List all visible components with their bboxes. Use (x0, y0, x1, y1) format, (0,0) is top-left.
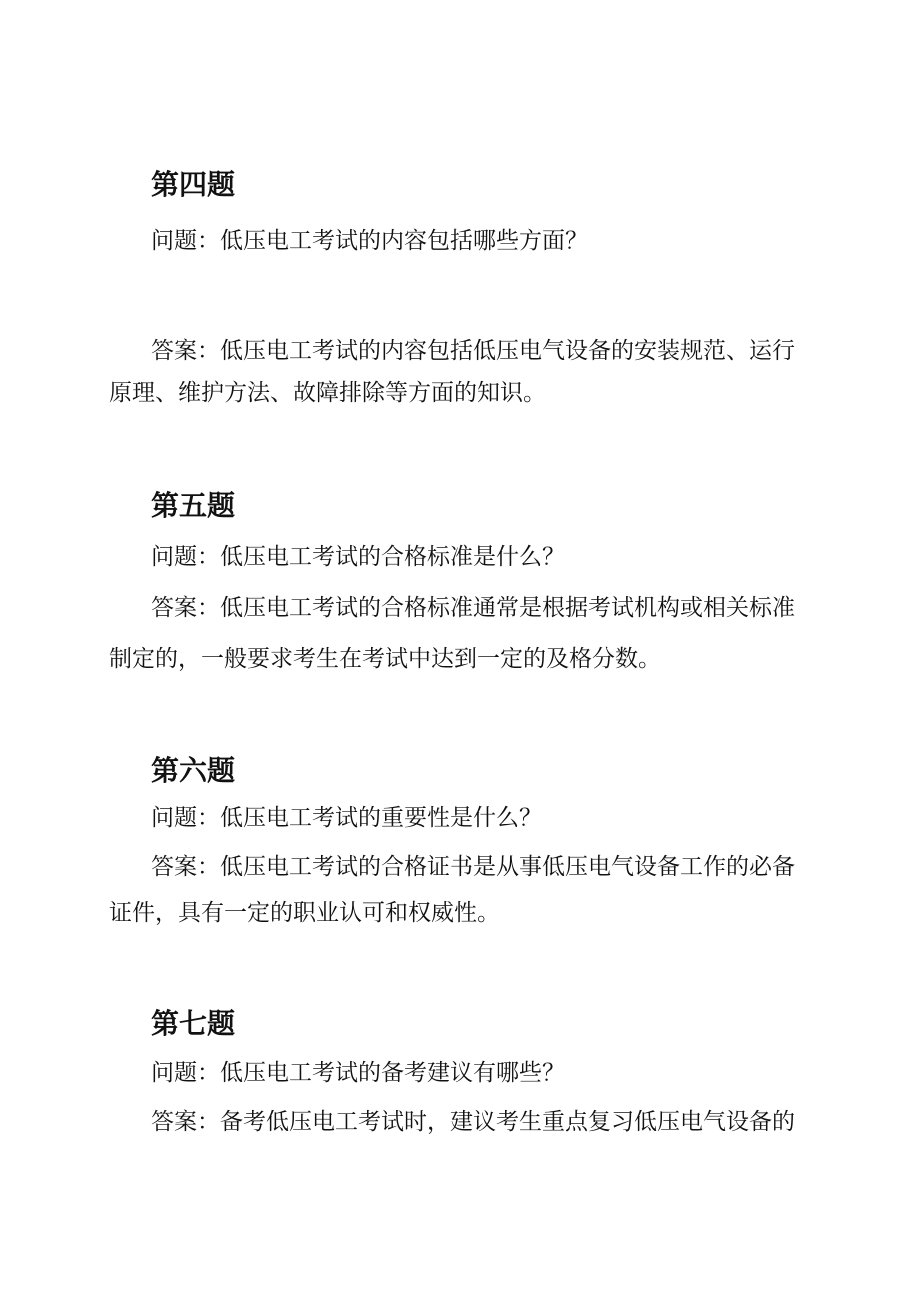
answer-text-continued: 原理、维护方法、故障排除等方面的知识。 (109, 380, 546, 406)
answer-text: 答案：低压电工考试的内容包括低压电气设备的安装规范、运行 (151, 338, 795, 364)
section-heading: 第四题 (151, 168, 236, 201)
section-heading: 第七题 (151, 1007, 236, 1040)
answer-text: 答案：低压电工考试的合格证书是从事低压电气设备工作的必备 (151, 854, 795, 880)
question-text: 问题：低压电工考试的内容包括哪些方面？ (151, 228, 588, 254)
answer-text-continued: 证件，具有一定的职业认可和权威性。 (109, 900, 500, 926)
section-heading: 第五题 (151, 489, 236, 522)
answer-text: 答案：低压电工考试的合格标准通常是根据考试机构或相关标准 (151, 595, 795, 621)
question-text: 问题：低压电工考试的重要性是什么？ (151, 805, 542, 831)
question-text: 问题：低压电工考试的合格标准是什么？ (151, 544, 565, 570)
section-heading: 第六题 (151, 754, 236, 787)
question-text: 问题：低压电工考试的备考建议有哪些？ (151, 1060, 565, 1086)
answer-text: 答案：备考低压电工考试时，建议考生重点复习低压电气设备的 (151, 1109, 795, 1135)
answer-text-continued: 制定的，一般要求考生在考试中达到一定的及格分数。 (109, 646, 661, 672)
